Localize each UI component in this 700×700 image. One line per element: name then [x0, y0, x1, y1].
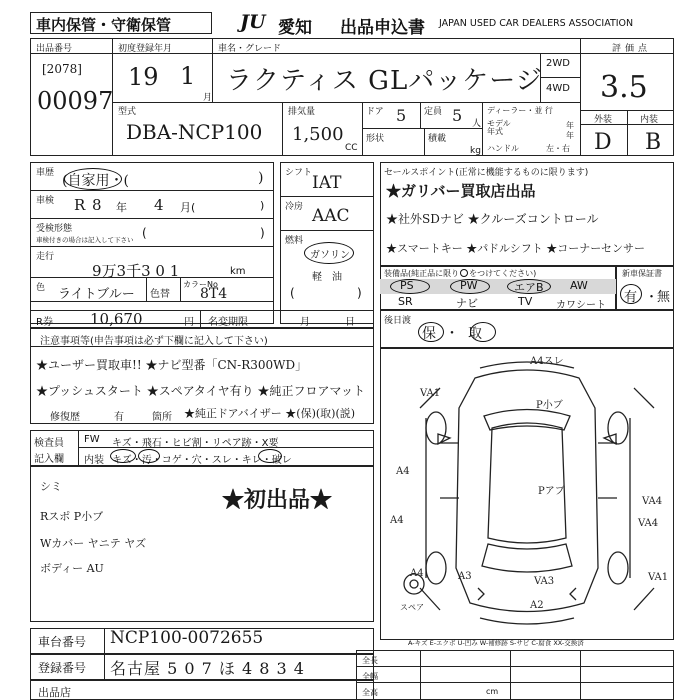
first-reg-month: 1 [180, 62, 196, 90]
model-year-nen2: 年 [566, 131, 574, 140]
score-value: 3.5 [600, 70, 648, 105]
drive-2wd: 2WD [546, 58, 570, 69]
recycle-frame [30, 310, 374, 328]
notes-line-1: ★ユーザー買取車!! ★ナビ型番「CN-R300WD」 [36, 358, 308, 372]
receipt-sublabel: 車検付きの場合は記入して下さい [36, 236, 134, 244]
drive-4wd: 4WD [546, 83, 570, 94]
mileage-label: 走行 [36, 252, 55, 262]
inspector-note-4: ボディー AU [40, 562, 104, 575]
model-label: 型式 [118, 107, 137, 117]
inspector-fw-text: キズ・飛石・ヒビ割・リペア跡・X要 [112, 438, 279, 449]
equip-pw: PW [460, 279, 478, 292]
recycle-unit: 円 [184, 317, 194, 328]
repair-history-label: 修復歴 [50, 412, 80, 423]
dim-height: 全高 [362, 688, 378, 697]
equip-tv: TV [518, 295, 533, 308]
interior-label: 内装 [640, 115, 659, 125]
door-count: 5 [396, 106, 407, 125]
first-reg-label: 初度登録年月 [118, 44, 173, 54]
load-label: 積載 [428, 134, 447, 144]
equip-airbag: エアB [514, 281, 544, 294]
ju-logo: JU [240, 11, 266, 33]
fuel-other: 軽 油 [312, 272, 342, 283]
inspection-gatsu: 月( [180, 201, 196, 214]
inspection-month: 4 [154, 196, 164, 214]
warranty-sep: ・ [645, 290, 659, 305]
notes-header: 注意事項等(申告事項は必ず下欄に記入して下さい) [40, 336, 268, 347]
interior-grade: B [645, 130, 662, 155]
chassis-number: NCP100-0072655 [110, 628, 264, 648]
receipt-close: ) [260, 226, 265, 240]
model-code: DBA-NCP100 [126, 120, 263, 144]
sales-point-1: ★ガリバー買取店出品 [386, 182, 536, 200]
mileage-value: 9万3千3 0 1 [92, 262, 180, 280]
mark-a4-left1: A4 [396, 466, 410, 477]
capacity-unit: 人 [472, 119, 482, 129]
aircon-value: AAC [312, 206, 350, 226]
equip-kawa: カワシート [556, 300, 606, 311]
fuel-close: ) [357, 286, 362, 300]
inspection-nen: 年 [116, 201, 127, 214]
mark-a3: A3 [458, 571, 472, 582]
equip-ps: PS [400, 279, 414, 292]
first-reg-month-unit: 月 [203, 93, 213, 103]
inspector-note-1: シミ [40, 480, 62, 493]
equip-aw: AW [570, 279, 588, 292]
rear-cover-value: 保・取 [422, 326, 491, 342]
mark-va4-right1: VA4 [642, 496, 663, 507]
equipment-row2 [380, 295, 616, 310]
dealer-stamp-frame [30, 680, 374, 700]
inspector-label: 検査員 [34, 438, 64, 449]
first-listing-stamp: ★初出品★ [222, 487, 333, 513]
color-label: 色 [36, 283, 46, 293]
mark-va1-top: VA1 [420, 388, 441, 399]
rear-cover-label: 後日渡 [384, 316, 412, 326]
fuel-paren: ( [290, 286, 295, 300]
mark-p-kobu-front: P小ブ [536, 400, 563, 411]
inspector-int-label: 内装 [84, 455, 104, 466]
dim-width: 全幅 [362, 672, 378, 681]
repair-history-yes: 有 [114, 412, 124, 423]
dimensions-frame [356, 650, 674, 700]
shift-label: シフト [285, 168, 313, 178]
capacity-label: 定員 [424, 107, 443, 117]
fuel-label: 燃料 [285, 236, 304, 246]
plate-label: 登録番号 [38, 661, 87, 675]
history-value: (自家用・( [62, 173, 129, 189]
dealer-label: ディーラー・並 行 [487, 106, 553, 115]
storage-note: 車内保管・守衛保管 [36, 16, 172, 34]
notes-line-2: ★プッシュスタート ★スペアタイヤ有り ★純正フロアマット [36, 384, 365, 398]
association-name: JAPAN USED CAR DEALERS ASSOCIATION [439, 18, 634, 29]
color-value: ライトブルー [58, 287, 135, 302]
handle-label: ハンドル [487, 144, 519, 153]
mark-va4-right2: VA4 [638, 518, 659, 529]
lot-bracket-no: [2078] [42, 62, 82, 76]
color-code-label2: カラーNo [183, 280, 218, 289]
dim-cm-unit: cm [486, 687, 499, 696]
inspection-close: ) [260, 199, 265, 212]
equip-sr: SR [398, 295, 413, 308]
lot-label: 出品番号 [36, 44, 73, 54]
color-code-label: 色替 [150, 289, 170, 300]
equipment-row1 [380, 279, 616, 294]
deadline-month: 月 [300, 317, 310, 328]
inspection-era: R [74, 196, 86, 214]
car-name: ラクティス GLパッケージ [226, 66, 543, 96]
deadline-day: 日 [345, 317, 355, 328]
equipment-label: 装備品(純正品に限り をつけてください) [384, 269, 537, 278]
diagram-legend: A-キズ E-エクボ U-凹み W-補修跡 S-サビ C-腐食 XX-交換済 [408, 639, 584, 647]
mark-p-abu: Pアブ [538, 486, 565, 497]
lot-number: 00097 [37, 87, 114, 115]
mileage-unit: km [230, 266, 246, 277]
mark-a4-lower: A4 [410, 568, 424, 579]
receipt-paren: ( [142, 226, 147, 240]
sales-points-header: セールスポイント(正常に機能するものに限ります) [384, 168, 589, 178]
deadline-label: 名変期限 [208, 317, 248, 328]
cc-unit: CC [345, 143, 358, 153]
shape-label: 形状 [366, 134, 385, 144]
fuel-value: ガソリン [310, 250, 350, 261]
dim-length: 全長 [362, 656, 378, 665]
form-title: 出品申込書 [340, 18, 425, 38]
notes-line-3: ★純正ドアバイザー ★(保)(取)(説) [184, 407, 356, 420]
repair-history-part: 箇所 [152, 412, 172, 423]
first-reg-year: 19 [128, 63, 159, 91]
displacement-label: 排気量 [288, 107, 316, 117]
receipt-label: 受検形態 [36, 224, 73, 234]
model-year-nen1: 年 [566, 121, 574, 130]
exterior-label: 外装 [594, 115, 613, 125]
capacity: 5 [452, 106, 463, 125]
mark-a4-sure: A4スレ [530, 356, 564, 367]
mark-va1-bottom: VA1 [648, 572, 669, 583]
displacement: 1,500 [292, 124, 344, 145]
shift-value: IAT [312, 173, 342, 193]
color-code: 8T4 [200, 286, 228, 302]
dealer-stamp-label: 出品店 [38, 686, 71, 699]
recycle-label: R券 [36, 317, 53, 328]
inspector-note-2: Rスポ P小ブ [40, 510, 104, 523]
warranty-yes: 有 [624, 290, 638, 305]
car-name-label: 車名・グレード [218, 44, 282, 54]
inspection-year: 8 [92, 196, 102, 214]
history-close: ) [258, 170, 264, 186]
history-label: 車歴 [36, 168, 55, 178]
inspector-fw-label: FW [84, 434, 100, 445]
mark-va3: VA3 [534, 576, 555, 587]
mark-spare: スペア [400, 603, 424, 612]
handle-options: 左・右 [546, 144, 570, 153]
kg-unit: kg [470, 146, 481, 156]
inspector-int-text: キズ・汚・コゲ・穴・スレ・キレ・破レ [112, 455, 292, 466]
chassis-label: 車台番号 [38, 635, 87, 649]
model-year-label: モデル 年式 [487, 119, 511, 136]
exterior-grade: D [594, 130, 612, 155]
inspector-label2: 記入欄 [34, 454, 64, 465]
warranty-label: 新車保証書 [622, 269, 662, 278]
sales-point-3: ★スマートキー ★パドルシフト ★コーナーセンサー [386, 242, 646, 255]
plate-number: 名古屋 5 0 7 ほ 4 8 3 4 [110, 659, 305, 678]
score-label: 評価点 [612, 44, 652, 54]
equip-navi: ナビ [456, 297, 478, 310]
aircon-label: 冷房 [285, 202, 304, 212]
warranty-no: 無 [657, 290, 671, 305]
car-diagram [380, 348, 674, 640]
recycle-amount: 10,670 [90, 310, 143, 328]
inspector-note-3: Wカバー ヤニテ ヤズ [40, 537, 147, 550]
mark-a2: A2 [530, 600, 544, 611]
mark-a4-left2: A4 [390, 515, 404, 526]
inspection-label: 車検 [36, 196, 55, 206]
org-name: 愛知 [278, 18, 312, 38]
door-label: ドア [366, 107, 384, 117]
sales-point-2: ★社外SDナビ ★クルーズコントロール [386, 212, 599, 226]
